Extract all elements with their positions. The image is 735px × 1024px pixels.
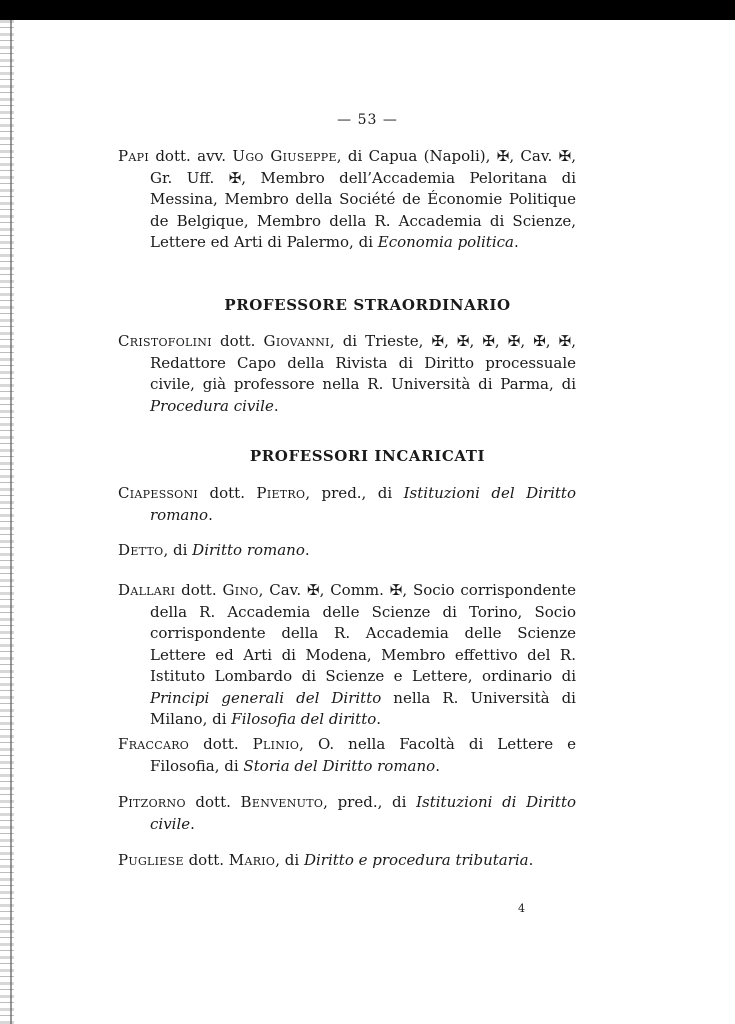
punct: . (435, 756, 440, 775)
punct: . (528, 851, 534, 869)
surname: Detto (118, 541, 164, 559)
page-number: — 53 — (337, 112, 398, 128)
surname: Dallari (118, 581, 176, 599)
scan-top-border (0, 0, 735, 20)
surname: Ciapessoni (118, 484, 199, 502)
punct: . (273, 396, 279, 415)
given-name: Ugo Giuseppe (232, 147, 337, 165)
punct: . (304, 541, 310, 559)
description: , O. nella Facoltà di Lettere e Filosofia, di (150, 735, 576, 775)
subject: Istituzioni del Diritto romano (150, 484, 576, 524)
entry-pugliese (118, 850, 576, 872)
entry-cristofolini (118, 331, 576, 417)
title: dott. (189, 735, 253, 753)
surname: Papi (118, 147, 149, 165)
entry-papi (118, 146, 576, 254)
description: , di Trieste, ✠, ✠, ✠, ✠, ✠, ✠, Redattore Capo della Rivista di Diritto processuale civile, già professore nella R. Università di Parma, di (150, 332, 576, 393)
title: dott. (175, 581, 223, 599)
given-name: Pietro (256, 484, 306, 502)
subject: Economia politica (377, 233, 514, 251)
surname: Fraccaro (118, 735, 190, 753)
punct: . (190, 814, 195, 833)
punct: . (513, 233, 519, 251)
description-2: nella R. Università di Milano, di (150, 688, 576, 728)
entry-ciapessoni (118, 483, 576, 526)
title: dott. (211, 332, 264, 350)
subject: Procedura civile (150, 396, 274, 415)
description: , pred., di (305, 484, 404, 502)
given-name: Plinio (252, 735, 300, 753)
description: , di (163, 541, 193, 559)
description: , di (275, 851, 304, 869)
scan-left-edge (0, 20, 14, 1024)
heading-straordinario: PROFESSORE STRAORDINARIO (224, 296, 511, 314)
given-name: Giovanni (263, 332, 330, 350)
given-name: Mario (228, 851, 276, 869)
surname: Cristofolini (118, 332, 212, 350)
surname: Pitzorno (118, 793, 186, 811)
entry-dallari (118, 580, 576, 731)
description: , di Capua (Napoli), ✠, Cav. ✠, Gr. Uff. ✠, Membro dell’Accademia Peloritana di Messina, Membro della Société de Économie Politique de Belgique, Membro della R. Accademia di Scienze, Lettere ed Arti di Palermo, di (150, 147, 577, 251)
description: , Cav. ✠, Comm. ✠, Socio corrispondente della R. Accademia delle Scienze di Torino, Socio corrispondente della R. Accademia delle Scienze Lettere ed Arti di Modena, Membro effettivo del R. Istituto Lombardo di Scienze e Lettere, ordinario di (150, 581, 576, 685)
subject: Diritto e procedura tributaria (303, 851, 529, 869)
subject: Diritto romano (192, 541, 305, 559)
subject: Storia del Diritto romano (243, 756, 436, 775)
entry-fraccaro (118, 734, 576, 777)
subject: Istituzioni di Diritto civile (150, 793, 577, 833)
punct: . (208, 505, 213, 524)
title: dott. (198, 484, 257, 502)
surname: Pugliese (118, 851, 184, 869)
title: dott. (183, 851, 229, 869)
signature-mark: 4 (518, 902, 525, 915)
subject: Principi generali del Diritto (150, 688, 382, 707)
subject-2: Filosofia del diritto (231, 710, 377, 728)
entry-pitzorno (118, 792, 576, 835)
given-name: Gino (222, 581, 259, 599)
title: dott. avv. (148, 147, 233, 165)
given-name: Benvenuto (240, 793, 324, 811)
title: dott. (185, 793, 241, 811)
punct: . (376, 710, 382, 728)
entry-detto (118, 540, 576, 562)
heading-incaricati: PROFESSORI INCARICATI (249, 447, 486, 465)
description: , pred., di (323, 793, 417, 811)
